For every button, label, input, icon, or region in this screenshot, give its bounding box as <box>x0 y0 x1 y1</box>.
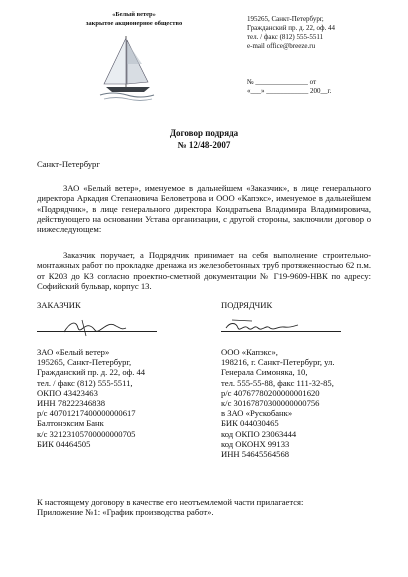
attachments-line: К настоящему договору в качестве его неотъемлемой части прилагается: <box>37 497 304 507</box>
company-logo-text <box>54 10 214 28</box>
requisite-line: код ОКПО 23063444 <box>221 428 297 439</box>
company-address <box>247 15 335 51</box>
preamble-paragraph: ЗАО «Белый ветер», именуемое в дальнейшем «Заказчик», в лице генерального директора Аркадия Степановича Беловетрова и ООО «Капэкс», именуемое в дальнейшем «Подрядчик», в лице генерального директора Кондратьева Владимира Владимировича, действующего на основании Устава организации, с другой стороны, заключили договор о нижеследующем: <box>37 183 371 235</box>
requisite-line: р/с 40701217400000000617 <box>37 408 136 419</box>
requisite-line: к/с 30167870300000000756 <box>221 398 320 409</box>
address-line: e-mail office@breeze.ru <box>247 42 316 50</box>
address-line: Гражданский пр. д. 22, оф. 44 <box>247 24 336 32</box>
requisite-line: р/с 40767780200000001620 <box>221 387 320 398</box>
subject-paragraph: Заказчик поручает, а Подрядчик принимает на себя выполнение строительно-монтажных работ по прокладке дренажа из железобетонных труб протяженностью 62 п.м. от К203 до К3 согласно проектно-сметной документации № Г19-9609-НВК по адресу: Софийский бульвар, корпус 13. <box>37 250 371 291</box>
company-type: закрытое акционерное общество <box>85 20 183 27</box>
customer-heading: ЗАКАЗЧИК <box>37 300 81 310</box>
attachment-item: Приложение №1: «График производства работ». <box>37 507 214 518</box>
requisite-line: ЗАО «Белый ветер» <box>37 347 110 357</box>
customer-signature-line <box>37 331 157 332</box>
customer-requisites <box>37 347 145 449</box>
attachments-note <box>37 497 303 518</box>
contractor-signature-line <box>221 331 341 332</box>
requisite-line: БИК 04464505 <box>37 438 91 449</box>
requisite-line: к/с 32123105700000000705 <box>37 428 136 439</box>
requisite-line: в ЗАО «Рускобанк» <box>221 408 293 419</box>
requisite-line: Балтонэксим Банк <box>37 418 104 429</box>
address-line: 195265, Санкт-Петербург, <box>247 15 324 23</box>
city: Санкт-Петербург <box>37 159 100 169</box>
requisite-line: Генерала Симоняка, 10, <box>221 367 308 378</box>
company-name: «Белый ветер» <box>112 11 156 18</box>
contractor-heading: ПОДРЯДЧИК <box>221 300 273 310</box>
requisite-line: ИНН 54645564568 <box>221 449 290 460</box>
requisite-line: тел. 555-55-88, факс 111-32-85, <box>221 377 334 388</box>
requisite-line: ОКПО 43423463 <box>37 387 98 398</box>
requisite-line: 195265, Санкт-Петербург, <box>37 357 132 368</box>
registration-number: № _______________ от <box>247 78 317 86</box>
contractor-signature <box>222 316 302 338</box>
title-line-1: Договор подряда <box>169 128 239 138</box>
sailboat-icon <box>98 34 156 102</box>
requisite-line: 198216, г. Санкт-Петербург, ул. <box>221 357 335 368</box>
requisite-line: код ОКОНХ 99133 <box>221 438 290 449</box>
document-title <box>0 127 408 151</box>
requisite-line: Гражданский пр. д. 22, оф. 44 <box>37 367 146 378</box>
customer-signature <box>60 316 130 338</box>
requisite-line: ИНН 78222346838 <box>37 398 106 409</box>
registration-block <box>247 78 331 96</box>
registration-date: «___» ____________ 200__г. <box>247 87 332 95</box>
requisite-line: БИК 044030465 <box>221 418 279 429</box>
requisite-line: ООО «Капэкс», <box>221 347 278 357</box>
requisite-line: тел. / факс (812) 555-5511, <box>37 377 133 388</box>
contractor-requisites <box>221 347 335 459</box>
address-line: тел. / факс (812) 555-5511 <box>247 33 324 41</box>
title-line-2: № 12/48-2007 <box>177 140 231 150</box>
